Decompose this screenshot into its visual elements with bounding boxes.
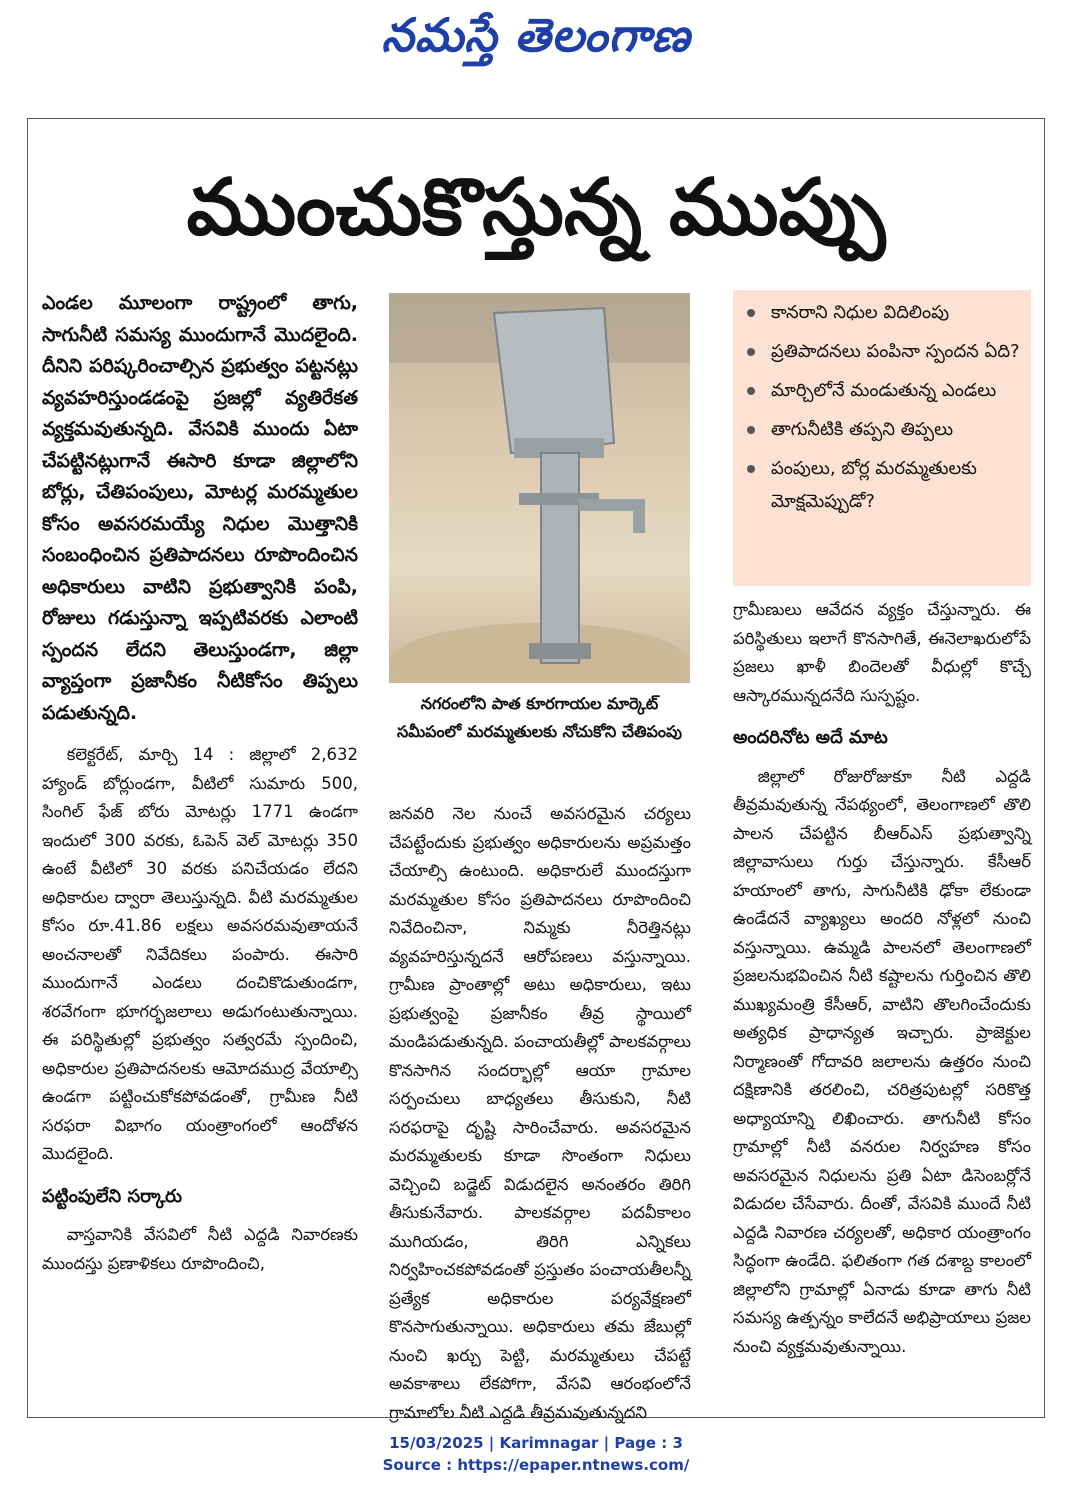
- column-3: [733, 596, 1031, 1361]
- lead-paragraph: ఎండల మూలంగా రాష్ట్రంలో తాగు, సాగునీటి సమస్య ముందుగానే మొదలైంది. దీనిని పరిష్కరించాల్సిన ప్రభుత్వం పట్టనట్లు వ్యవహరిస్తుండడంపై ప్రజల్లో వ్యతిరేకత వ్యక్తమవుతున్నది. వేసవికి ముందు ఏటా చేపట్టినట్లుగానే ఈసారి కూడా జిల్లాలోని బోర్లు, చేతిపంపులు, మోటర్ల మరమ్మతుల కోసం అవసరమయ్యే నిధుల మొత్తానికి సంబంధించిన ప్రతిపాదనలు రూపొందించిన అధికారులు వాటిని ప్రభుత్వానికి పంపి, రోజులు గడుస్తున్నా ఇప్పటివరకు ఎలాంటి స్పందన లేదని తెలుస్తుండగా, జిల్లా వ్యాప్తంగా ప్రజానీకం నీటికోసం తిప్పలు పడుతున్నది.: [42, 292, 358, 724]
- photo-caption: నగరంలోని పాత కూరగాయల మార్కెట్ సమీపంలో మరమ్మతులకు నోచుకోని చేతిపంపు: [397, 694, 682, 741]
- column-2: [389, 800, 691, 1427]
- body-paragraph: కలెక్టరేట్, మార్చి 14 : జిల్లాలో 2,632 హ్యాండ్ బోర్లుండగా, వీటిలో సుమారు 500, సింగిల్ ఫేజ్ బోరు మోటర్లు 1771 ఉండగా ఇందులో 300 వరకు, ఓపెన్ వెల్ మోటర్లు 350 ఉంటే వీటిలో 30 వరకు పనిచేయడం లేదని అధికారుల ద్వారా తెలుస్తున్నది. వీటి మరమ్మతుల కోసం రూ.41.86 లక్షలు అవసరమవుతాయనే అంచనాలతో నివేదికలు పంపారు. ఈసారి ముందుగానే ఎండలు దంచికొడుతుండగా, శరవేగంగా భూగర్భజలాలు అడుగంటుతున్నాయి. ఈ పరిస్థితుల్లో ప్రభుత్వం సత్వరమే స్పందించి, అధికారుల ప్రతిపాదనలకు ఆమోదముద్ర వేయాల్సి ఉండగా పట్టించుకోకపోవడంతో, గ్రామీణ నీటి సరఫరా విభాగం యంత్రాంగంలో ఆందోళన మొదలైంది.: [42, 745, 358, 1163]
- masthead: [0, 8, 1072, 78]
- bullet-icon: [747, 426, 755, 434]
- highlight-item: తాగునీటికి తప్పని తిప్పలు: [747, 413, 1021, 446]
- highlight-item: కానరాని నిధుల విదిలింపు: [747, 296, 1021, 329]
- body-paragraph-continued: వాస్తవానికి వేసవిలో నీటి ఎద్దడి నివారణకు ముందస్తు ప్రణాళికలు రూపొందించి,: [42, 1225, 358, 1273]
- bullet-icon: [747, 348, 755, 356]
- footer: [0, 1432, 1072, 1476]
- body-paragraph-continued: జిల్లాలో రోజురోజుకూ నీటి ఎద్దడి తీవ్రమవుతున్న నేపథ్యంలో, తెలంగాణలో తొలి పాలన చేపట్టిన బీఆర్ఎస్ ప్రభుత్వాన్ని జిల్లావాసులు గుర్తు చేస్తున్నారు. కేసీఆర్ హయాంలో తాగు, సాగునీటికి ఢోకా లేకుండా ఉండేదనే వ్యాఖ్యలు అందరి నోళ్లలో నుంచి వస్తున్నాయి. ఉమ్మడి పాలనలో తెలంగాణలో ప్రజలనుభవించిన నీటి కష్టాలను గుర్తించిన తొలి ముఖ్యమంత్రి కేసీఆర్, వాటిని తొలగించేందుకు అత్యధిక ప్రాధాన్యత ఇచ్చారు. ప్రాజెక్టుల నిర్మాణంతో గోదావరి జలాలను ఉత్తరం నుంచి దక్షిణానికి తరలించి, చరిత్రపుటల్లో సరికొత్త అధ్యాయాన్ని లిఖించారు. తాగునీటి కోసం గ్రామాల్లో నీటి వనరుల నిర్వహణ కోసం అవసరమైన నిధులను ప్రతి ఏటా డిసెంబర్లోనే విడుదల చేసేవారు. దీంతో, వేసవికి ముందే నీటి ఎద్దడి నివారణ చర్యలతో, అధికార యంత్రాంగం సిద్ధంగా ఉండేది. ఫలితంగా గత దశాబ్ద కాలంలో జిల్లాలోని గ్రామాల్లో ఏనాడు కూడా తాగు నీటి సమస్య ఉత్పన్నం కాలేదనే అభిప్రాయాలు ప్రజల నుంచి వ్యక్తమవుతున్నాయి.: [733, 766, 1031, 1356]
- footer-dateline: 15/03/2025 | Karimnagar | Page : 3: [389, 1434, 683, 1452]
- footer-source: Source : https://epaper.ntnews.com/: [382, 1456, 690, 1474]
- body-paragraph: జనవరి నెల నుంచే అవసరమైన చర్యలు చేపట్టేందుకు ప్రభుత్వం అధికారులను అప్రమత్తం చేయాల్సి ఉంటుంది. అధికారులే ముందస్తుగా మరమ్మతుల కోసం ప్రతిపాదనలు రూపొందించి నివేదించినా, నిమ్మకు నీరెత్తినట్లు వ్యవహరిస్తున్నదనే ఆరోపణలు వస్తున్నాయి. గ్రామీణ ప్రాంతాల్లో అటు అధికారులు, ఇటు ప్రభుత్వంపై ప్రజానీకం తీవ్ర స్థాయిలో మండిపడుతున్నది. పంచాయతీల్లో పాలకవర్గాలు కొనసాగిన సందర్భాల్లో ఆయా గ్రామాల సర్పంచులు బాధ్యతలు తీసుకుని, నీటి సరఫరాపై దృష్టి సారించేవారు. అవసరమైన మరమ్మతులకు కూడా సొంతంగా నిధులు వెచ్చించి బడ్జెట్ విడుదలైన అనంతరం తిరిగి తీసుకునేవారు. పాలకవర్గాల పదవీకాలం ముగియడం, తిరిగి ఎన్నికలు నిర్వహించకపోవడంతో ప్రస్తుతం పంచాయతీలన్నీ ప్రత్యేక అధికారుల పర్యవేక్షణలో కొనసాగుతున్నాయి. అధికారులు తమ జేబుల్లో నుంచి ఖర్చు పెట్టి, మరమ్మతులు చేపట్టే అవకాశాలు లేకపోగా, వేసవి ఆరంభంలోనే గ్రామాలోల నీటి ఎద్దడి తీవ్రమవుతున్నదని: [389, 804, 691, 1422]
- subheading: పట్టింపులేని సర్కారు: [42, 1185, 182, 1207]
- highlights-box: [733, 290, 1031, 586]
- highlight-item: ప్రతిపాదనలు పంపినా స్పందన ఏది?: [747, 335, 1021, 368]
- body-paragraph: గ్రామీణులు ఆవేదన వ్యక్తం చేస్తున్నారు. ఈ పరిస్థితులు ఇలాగే కొనసాగితే, ఈనెలాఖరులోపే ప్రజలు ఖాళీ బిందెలతో వీధుల్లో కొచ్చే ఆస్కారమున్నదనేది సుస్పష్టం.: [733, 600, 1031, 705]
- subheading: అందరినోట అదే మాట: [733, 727, 888, 748]
- highlight-item: పంపులు, బోర్ల మరమ్మతులకు మోక్షమెప్పుడో?: [747, 452, 1021, 518]
- hand-pump-photo: [389, 293, 690, 683]
- bullet-icon: [747, 465, 755, 473]
- masthead-title: నమస్తే తెలంగాణ: [381, 8, 691, 62]
- article-headline: ముంచుకొస్తున్న ముప్పు: [186, 163, 886, 253]
- bullet-icon: [747, 387, 755, 395]
- highlight-item: మార్చిలోనే మండుతున్న ఎండలు: [747, 374, 1021, 407]
- column-1: [42, 288, 358, 1278]
- hand-pump-illustration: [389, 293, 690, 683]
- highlights-list: [747, 296, 1021, 518]
- bullet-icon: [747, 309, 755, 317]
